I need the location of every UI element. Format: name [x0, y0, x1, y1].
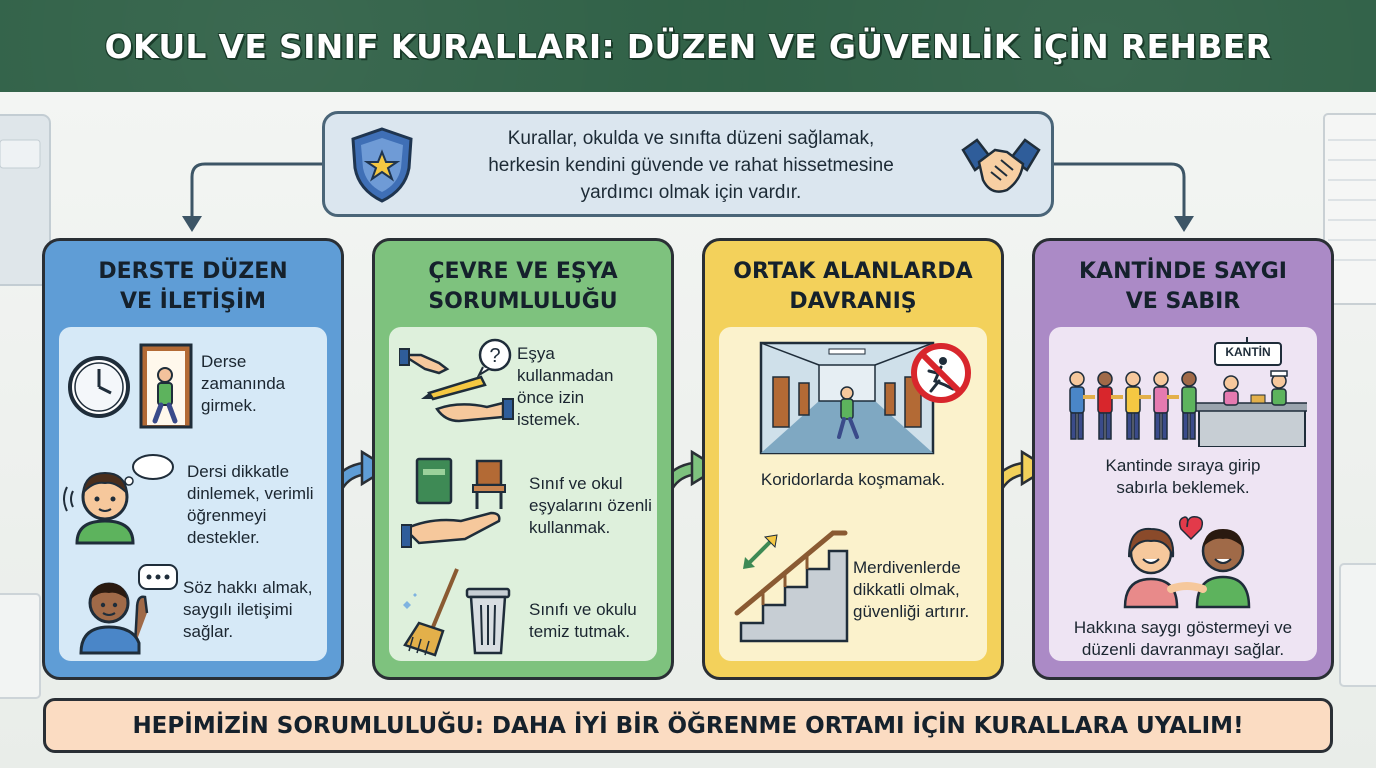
rule-line: Dersi dikkatle: [187, 462, 290, 481]
rule-line: kullanmak.: [529, 518, 611, 537]
rule-text: [529, 599, 637, 643]
card-title-line: VE İLETİŞİM: [119, 289, 267, 314]
rule-line: Eşya: [517, 344, 555, 363]
card-title: [45, 257, 341, 317]
rule-line: Kantinde sıraya girip: [1105, 456, 1261, 475]
card-title-line: VE SABIR: [1125, 289, 1241, 314]
asking-pencil-icon: [399, 337, 519, 427]
rule-line: dinlemek, verimli: [187, 484, 314, 503]
rule-line: girmek.: [201, 396, 257, 415]
intro-line: herkesin kendini güvende ve rahat hissetmesine: [488, 155, 894, 176]
book-chair-icon: [401, 455, 517, 551]
card-common-areas: [702, 238, 1004, 680]
rule-line: Sınıfı ve okulu: [529, 600, 637, 619]
card-panel: [59, 327, 327, 661]
rule-line: temiz tutmak.: [529, 622, 631, 641]
rule-line: kullanmadan: [517, 366, 614, 385]
card-canteen-respect: [1032, 238, 1334, 680]
broom-trash-icon: [399, 565, 515, 657]
footer-banner: [43, 698, 1333, 753]
rule-line: Hakkına saygı göstermeyi ve: [1073, 618, 1293, 637]
card-title-line: DERSTE DÜZEN: [98, 259, 288, 284]
card-title-line: ÇEVRE VE EŞYA: [428, 259, 618, 284]
card-panel: [389, 327, 657, 661]
rule-line: sabırla beklemek.: [1116, 478, 1250, 497]
rule-line: öğrenmeyi: [187, 506, 267, 525]
raised-hand-icon: [75, 563, 181, 655]
card-panel: [719, 327, 987, 661]
card-title-line: ORTAK ALANLARDA: [733, 259, 973, 284]
page-title: OKUL VE SINIF KURALLARI: DÜZEN VE GÜVENLİK İÇİN REHBER: [104, 26, 1272, 66]
card-title-line: DAVRANIŞ: [789, 289, 917, 314]
rule-line: istemek.: [517, 410, 581, 429]
rule-text: [183, 577, 312, 643]
card-environment-responsibility: [372, 238, 674, 680]
card-title: [705, 257, 1001, 317]
rule-text: [1049, 617, 1317, 661]
rule-line: önce izin: [517, 388, 585, 407]
listening-student-icon: [63, 451, 183, 547]
rule-text: [201, 351, 285, 417]
rule-text: [853, 557, 969, 623]
corridor-no-running-icon: [759, 341, 973, 455]
footer-text: HEPİMİZİN SORUMLULUĞU: DAHA İYİ BİR ÖĞRENME ORTAMI İÇİN KURALLARA UYALIM!: [132, 712, 1244, 739]
rule-line: saygılı iletişimi: [183, 600, 293, 619]
rule-text: [719, 469, 987, 491]
stairs-icon: [733, 517, 853, 645]
canteen-sign: KANTİN: [1225, 345, 1271, 359]
rule-line: güvenliği artırır.: [853, 602, 970, 621]
rule-line: Derse: [201, 352, 247, 371]
rule-line: sağlar.: [183, 622, 234, 641]
rule-line: Merdivenlerde: [853, 558, 961, 577]
friends-heart-icon: [1121, 513, 1255, 609]
rule-text: [517, 343, 613, 431]
svg-text:?: ?: [489, 345, 501, 367]
card-classroom-order: [42, 238, 344, 680]
card-title-line: SORUMLULUĞU: [428, 289, 618, 314]
clock-door-icon: [65, 341, 195, 429]
card-panel: [1049, 327, 1317, 661]
rule-line: eşyalarını özenli: [529, 496, 652, 515]
card-title: [375, 257, 671, 317]
card-title-line: KANTİNDE SAYGI: [1079, 259, 1287, 284]
rule-line: Koridorlarda koşmamak.: [760, 470, 946, 489]
card-title: [1035, 257, 1331, 317]
rule-line: düzenli davranmayı sağlar.: [1081, 640, 1285, 659]
rule-text: [529, 473, 652, 539]
rule-text: [187, 461, 314, 549]
rule-line: Sınıf ve okul: [529, 474, 623, 493]
rule-line: destekler.: [187, 528, 260, 547]
intro-line: yardımcı olmak için vardır.: [580, 182, 802, 203]
rule-line: dikkatli olmak,: [853, 580, 960, 599]
rule-line: zamanında: [201, 374, 286, 393]
rule-text: [1049, 455, 1317, 499]
intro-line: Kurallar, okulda ve sınıfta düzeni sağlamak,: [507, 128, 875, 149]
rule-line: Söz hakkı almak,: [183, 578, 313, 597]
